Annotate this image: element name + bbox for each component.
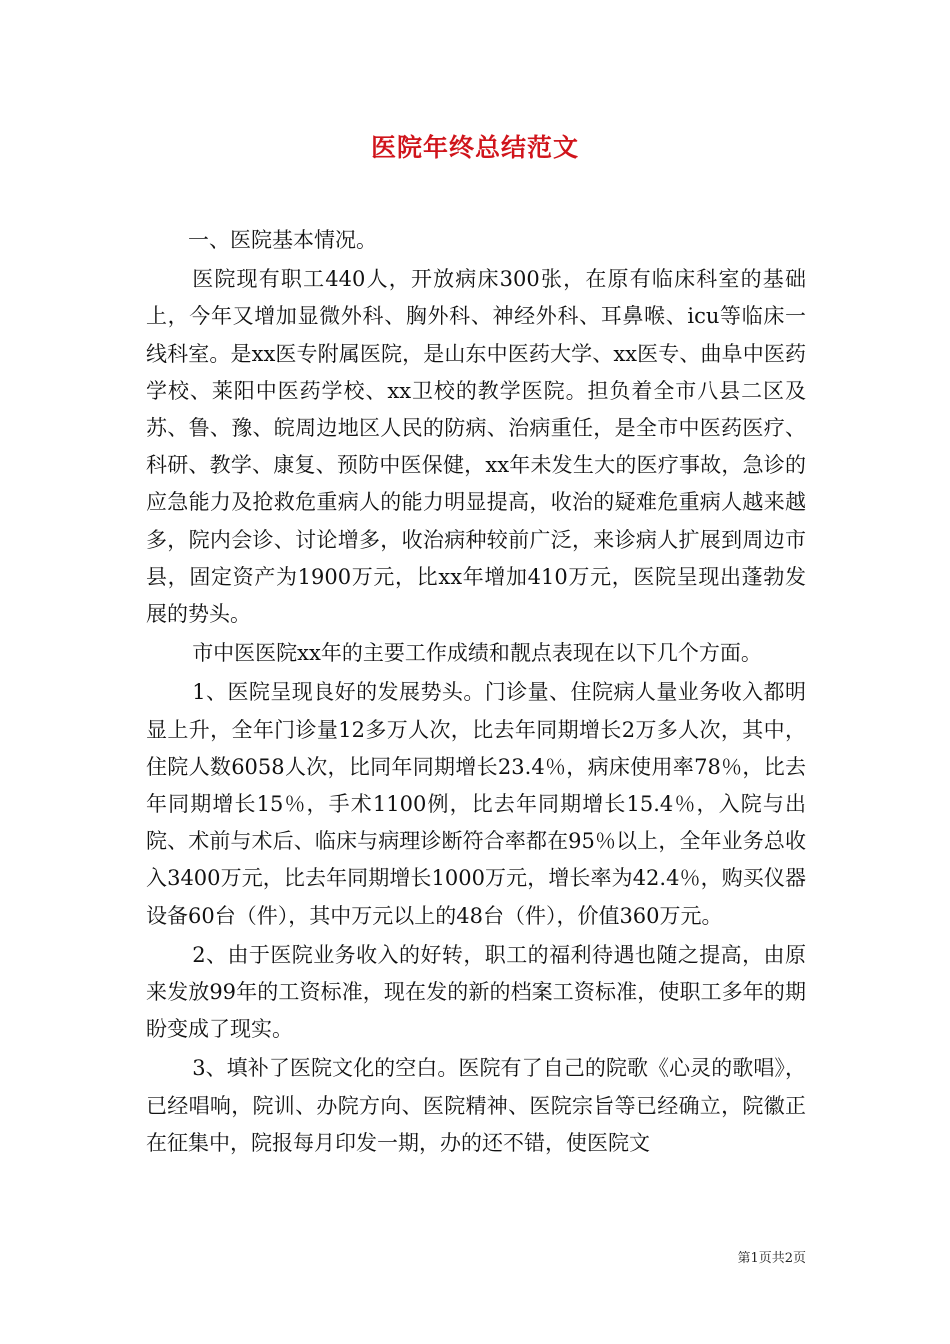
paragraph-item-3: 3、填补了医院文化的空白。医院有了自己的院歌《心灵的歌唱》，已经唱响，院训、办院方向、医院精神、医院宗旨等已经确立，院徽正在征集中，院报每月印发一期，办的还不错，使医院文 <box>146 1056 806 1155</box>
paragraph-item-1: 1、医院呈现良好的发展势头。门诊量、住院病人量业务收入都明显上升，全年门诊量12多万人次，比去年同期增长2万多人次，其中，住院人数6058人次，比同年同期增长23.4％，病床使用率78％，比去年同期增长15％，手术1100例，比去年同期增长15.4％，入院与出院、术前与术后、临床与病理诊断符合率都在95％以上，全年业务总收入3400万元，比去年同期增长1000万元，增长率为42.4％，购买仪器设备60台（件），其中万元以上的48台（件），价值360万元。 <box>146 680 806 928</box>
document-body <box>146 222 806 1164</box>
document-title: 医院年终总结范文 <box>370 133 579 162</box>
page-number: 第1页共2页 <box>737 1251 806 1266</box>
section-heading: 一、医院基本情况。 <box>188 228 377 252</box>
paragraph-basic-info: 医院现有职工440人，开放病床300张，在原有临床科室的基础上，今年又增加显微外科、胸外科、神经外科、耳鼻喉、icu等临床一线科室。是xx医专附属医院，是山东中医药大学、xx医专、曲阜中医药学校、莱阳中医药学校、xx卫校的教学医院。担负着全市八县二区及苏、鲁、豫、皖周边地区人民的防病、治病重任，是全市中医药医疗、科研、教学、康复、预防中医保健，xx年未发生大的医疗事故，急诊的应急能力及抢救危重病人的能力明显提高，收治的疑难危重病人越来越多，院内会诊、讨论增多，收治病种较前广泛，来诊病人扩展到周边市县，固定资产为1900万元，比xx年增加410万元，医院呈现出蓬勃发展的势头。 <box>146 267 806 627</box>
paragraph-item-2: 2、由于医院业务收入的好转，职工的福利待遇也随之提高，由原来发放99年的工资标准，现在发的新的档案工资标准，使职工多年的期盼变成了现实。 <box>146 942 806 1042</box>
paragraph-intro: 市中医医院xx年的主要工作成绩和靓点表现在以下几个方面。 <box>192 641 762 666</box>
